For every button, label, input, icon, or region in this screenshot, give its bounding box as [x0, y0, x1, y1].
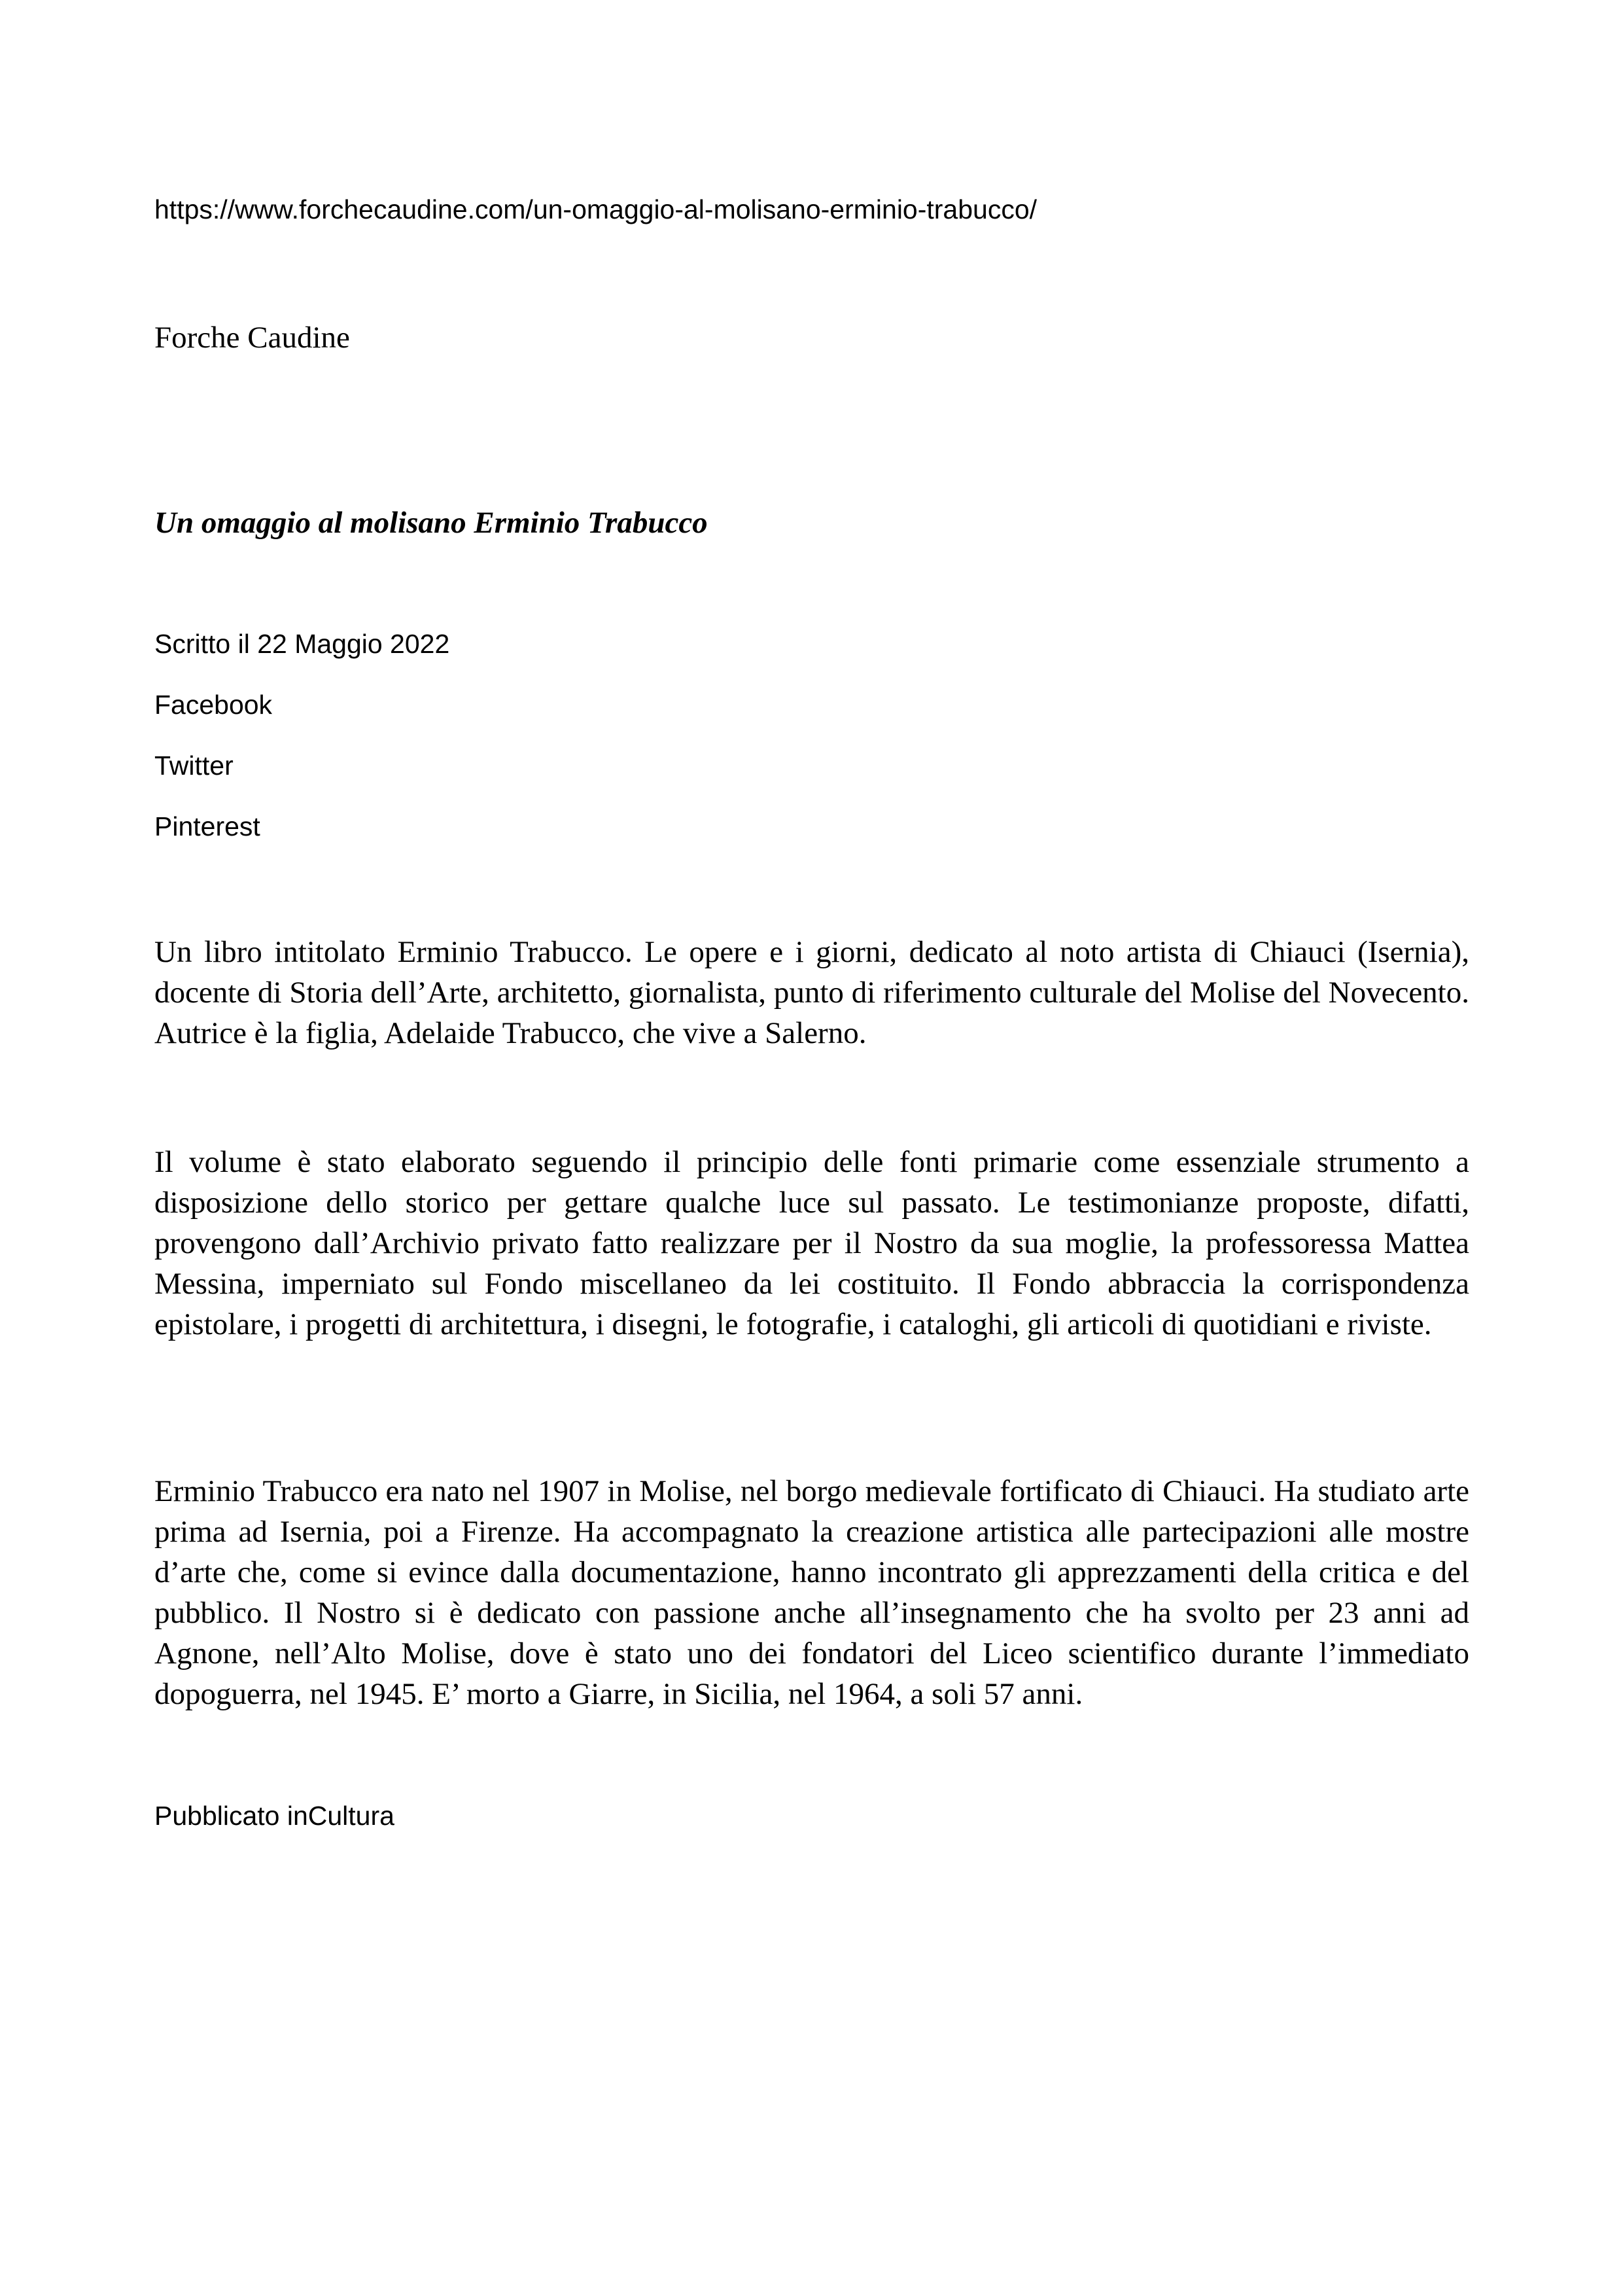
site-name: Forche Caudine	[154, 321, 350, 355]
source-url[interactable]: https://www.forchecaudine.com/un-omaggio-al-molisano-erminio-trabucco/	[154, 194, 1038, 224]
article-title: Un omaggio al molisano Erminio Trabucco	[154, 506, 708, 540]
paragraph-intro: Un libro intitolato Erminio Trabucco. Le opere e i giorni, dedicato al noto artista di Chiauci (Isernia), docente di Storia dell’Arte, architetto, giornalista, punto di riferimento culturale del Molise del Novecento. Autrice è la figlia, Adelaide Trabucco, che vive a Salerno.	[154, 935, 1469, 1050]
published-in-line: Pubblicato inCultura	[154, 1801, 394, 1831]
paragraph-volume: Il volume è stato elaborato seguendo il principio delle fonti primarie come essenziale strumento a disposizione dello storico per gettare qualche luce sul passato. Le testimonianze proposte, difatti, provengono dall’Archivio privato fatto realizzare per il Nostro da sua moglie, la professoressa Mattea Messina, imperniato sul Fondo miscellaneo da lei costituito. Il Fondo abbraccia la corrispondenza epistolare, i progetti di architettura, i disegni, le fotografie, i cataloghi, gli articoli di quotidiani e riviste.	[154, 1145, 1469, 1341]
date-line: Scritto il 22 Maggio 2022	[154, 629, 450, 659]
share-link-facebook[interactable]: Facebook	[154, 690, 273, 720]
share-link-pinterest[interactable]: Pinterest	[154, 811, 260, 841]
paragraph-biography: Erminio Trabucco era nato nel 1907 in Molise, nel borgo medievale fortificato di Chiauci. Ha studiato arte prima ad Isernia, poi a Firenze. Ha accompagnato la creazione artistica alle partecipazioni alle mostre d’arte che, come si evince dalla documentazione, hanno incontrato gli apprezzamenti della critica e del pubblico. Il Nostro si è dedicato con passione anche all’insegnamento che ha svolto per 23 anni ad Agnone, nell’Alto Molise, dove è stato uno dei fondatori del Liceo scientifico durante l’immediato dopoguerra, nel 1945. E’ morto a Giarre, in Sicilia, nel 1964, a soli 57 anni.	[154, 1474, 1469, 1711]
share-link-twitter[interactable]: Twitter	[154, 751, 234, 781]
